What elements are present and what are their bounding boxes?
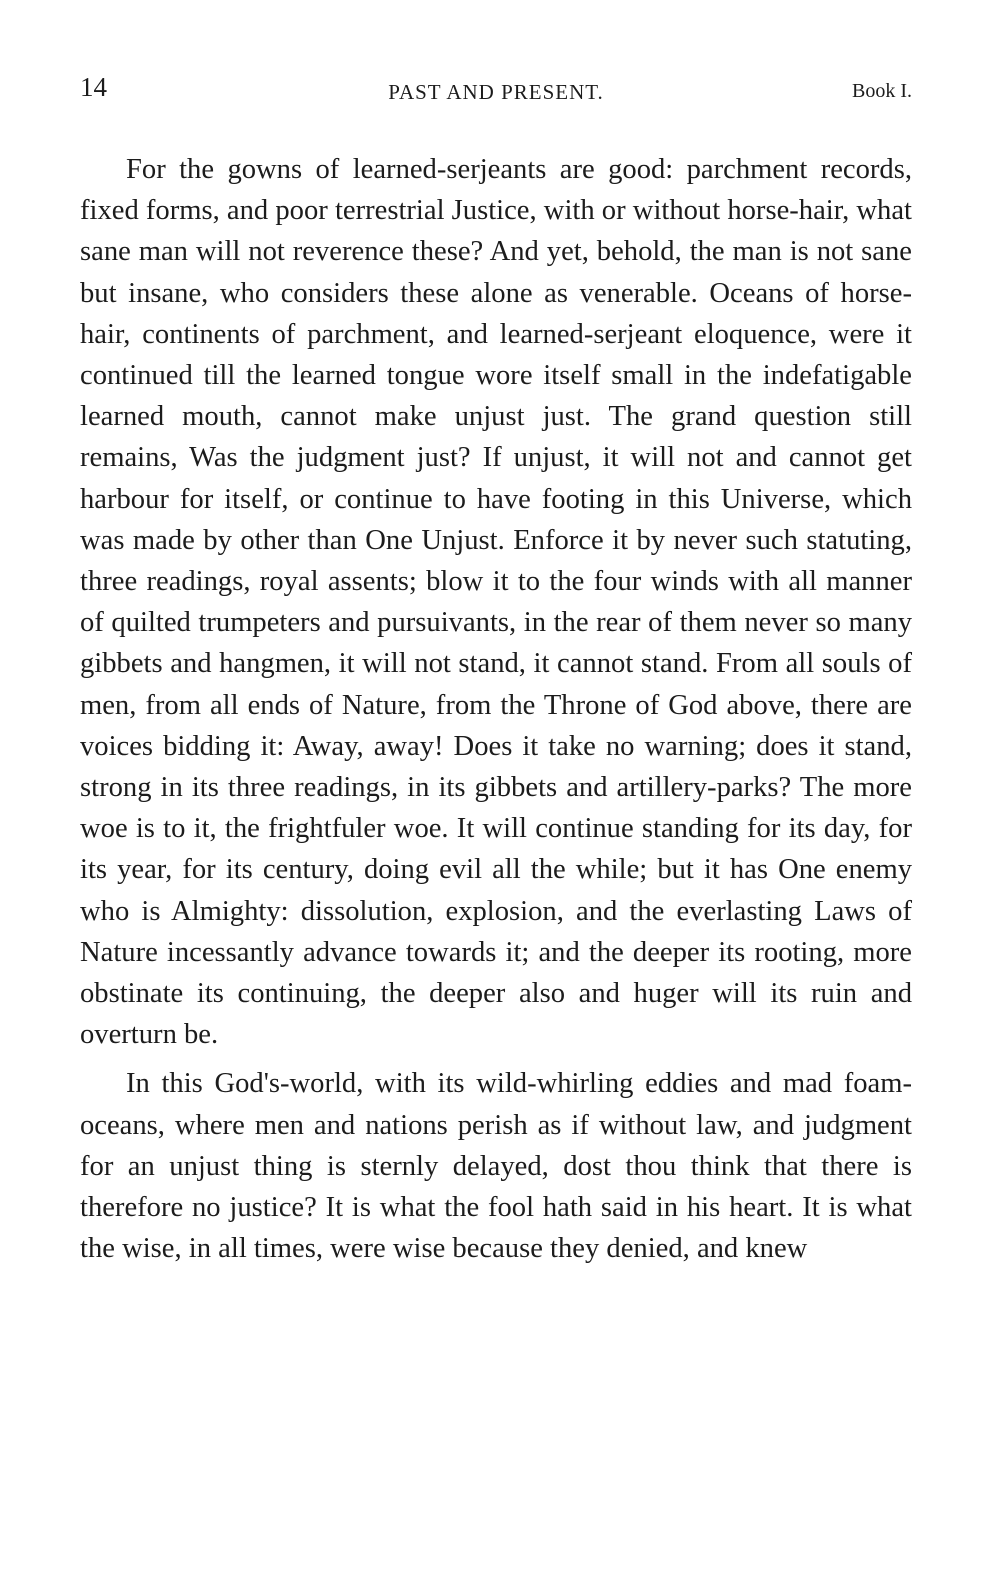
paragraph: For the gowns of learned-serjeants are good: parchment records, fixed forms, and poor terrestrial Justice, with or without horse-hair, what sane man will not reverence these? And yet, behold, the man is not sane but insane, who considers these alone as venerable. Oceans of horse-hair, continents of parchment, and learned-serjeant eloquence, were it continued till the learned tongue wore itself small in the indefatigable learned mouth, cannot make unjust just. The grand question still remains, Was the judgment just? If unjust, it will not and cannot get harbour for itself, or continue to have footing in this Universe, which was made by other than One Unjust. Enforce it by never such statuting, three readings, royal assents; blow it to the four winds with all manner of quilted trumpeters and pursuivants, in the rear of them never so many gibbets and hangmen, it will not stand, it cannot stand. From all souls of men, from all ends of Nature, from the Throne of God above, there are voices bidding it: Away, away! Does it take no warning; does it stand, strong in its three readings, in its gibbets and artillery-parks? The more woe is to it, the frightfuler woe. It will continue standing for its day, for its year, for its century, doing evil all the while; but it has One enemy who is Almighty: dissolution, explosion, and the everlasting Laws of Nature incessantly advance towards it; and the deeper its rooting, more obstinate its continuing, the deeper also and huger will its ruin and overturn be. xyxy=(80,154,912,1051)
running-header xyxy=(80,58,912,104)
paragraph: In this God's-world, with its wild-whirling eddies and mad foam-oceans, where men and nations perish as if without law, and judgment for an unjust thing is sternly delayed, dost thou think that there is therefore no justice? It is what the fool hath said in his heart. It is what the wise, in all times, were wise because they denied, and knew xyxy=(80,1068,912,1265)
running-title: PAST AND PRESENT. xyxy=(388,80,604,104)
page-number: 14 xyxy=(80,72,107,102)
page-body xyxy=(80,149,912,1269)
book-page xyxy=(80,58,912,1269)
book-section-label: Book I. xyxy=(852,80,912,102)
